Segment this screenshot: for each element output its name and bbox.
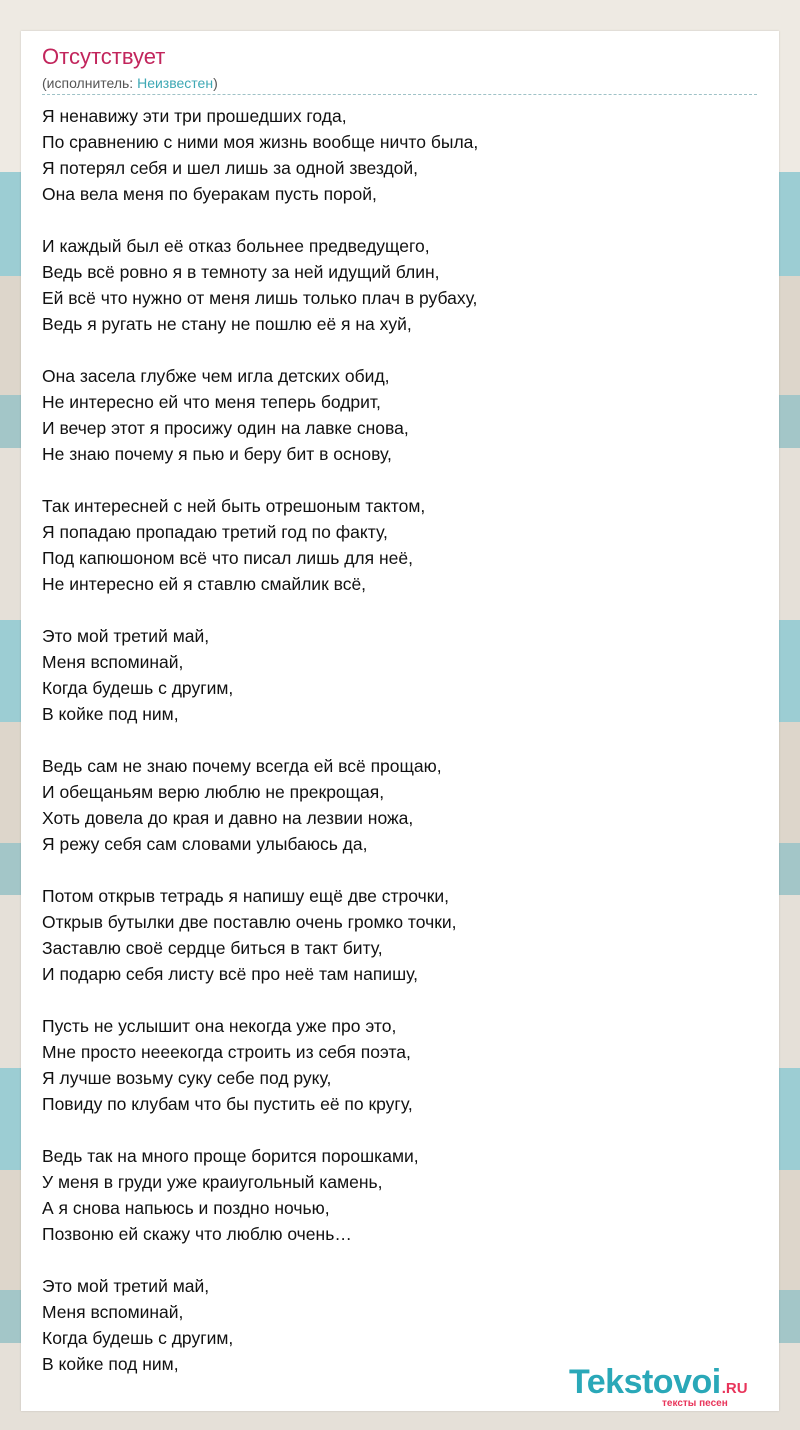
site-logo[interactable] bbox=[569, 1364, 769, 1408]
lyric-line: Под капюшоном всё что писал лишь для неё, bbox=[42, 548, 413, 568]
lyric-line: Позвоню ей скажу что люблю очень… bbox=[42, 1224, 352, 1244]
lyric-line: Это мой третий май, bbox=[42, 1276, 210, 1296]
lyric-line: Она вела меня по буеракам пусть порой, bbox=[42, 184, 377, 204]
lyric-line: Она засела глубже чем игла детских обид, bbox=[42, 366, 390, 386]
lyric-line: И каждый был её отказ больнее предведущего, bbox=[42, 236, 430, 256]
lyric-line: Хоть довела до края и давно на лезвии ножа, bbox=[42, 808, 414, 828]
lyrics-stanza bbox=[42, 883, 757, 987]
lyric-line: В койке под ним, bbox=[42, 704, 179, 724]
lyric-line: Ведь так на много проще борится порошками, bbox=[42, 1146, 419, 1166]
lyric-line: Ведь я ругать не стану не пошлю её я на хуй, bbox=[42, 314, 412, 334]
lyric-line: Заставлю своё сердце биться в такт биту, bbox=[42, 938, 383, 958]
lyric-line: Ей всё что нужно от меня лишь только плач в рубаху, bbox=[42, 288, 478, 308]
performer-line bbox=[42, 74, 757, 95]
lyric-line: Когда будешь с другим, bbox=[42, 1328, 234, 1348]
lyric-line: Меня вспоминай, bbox=[42, 652, 184, 672]
lyrics-stanza bbox=[42, 103, 757, 207]
lyric-line: Ведь сам не знаю почему всегда ей всё прощаю, bbox=[42, 756, 442, 776]
lyrics-card bbox=[21, 31, 779, 1411]
lyric-line: А я снова напьюсь и поздно ночью, bbox=[42, 1198, 330, 1218]
lyric-line: По сравнению с ними моя жизнь вообще ничто была, bbox=[42, 132, 479, 152]
lyric-line: И обещаньям верю люблю не прекрощая, bbox=[42, 782, 385, 802]
lyrics-stanza bbox=[42, 1013, 757, 1117]
lyric-line: В койке под ним, bbox=[42, 1354, 179, 1374]
lyrics-text bbox=[42, 103, 757, 1377]
lyric-line: Я лучше возьму суку себе под руку, bbox=[42, 1068, 332, 1088]
lyric-line: Так интересней с ней быть отрешоным тактом, bbox=[42, 496, 426, 516]
lyrics-stanza bbox=[42, 753, 757, 857]
performer-link[interactable]: Неизвестен bbox=[137, 75, 214, 91]
lyric-line: Это мой третий май, bbox=[42, 626, 210, 646]
lyric-line: И вечер этот я просижу один на лавке снова, bbox=[42, 418, 409, 438]
lyric-line: Не интересно ей что меня теперь бодрит, bbox=[42, 392, 381, 412]
lyrics-stanza bbox=[42, 623, 757, 727]
lyric-line: Пусть не услышит она некогда уже про это, bbox=[42, 1016, 397, 1036]
lyrics-stanza bbox=[42, 1143, 757, 1247]
lyric-line: Меня вспоминай, bbox=[42, 1302, 184, 1322]
song-title: Отсутствует bbox=[42, 44, 166, 69]
lyric-line: Потом открыв тетрадь я напишу ещё две строчки, bbox=[42, 886, 450, 906]
lyrics-stanza bbox=[42, 233, 757, 337]
lyric-line: Повиду по клубам что бы пустить её по кругу, bbox=[42, 1094, 413, 1114]
lyric-line: Ведь всё ровно я в темноту за ней идущий блин, bbox=[42, 262, 440, 282]
lyric-line: Я потерял себя и шел лишь за одной звездой, bbox=[42, 158, 419, 178]
lyric-line: Не интересно ей я ставлю смайлик всё, bbox=[42, 574, 367, 594]
lyric-line: Я ненавижу эти три прошедших года, bbox=[42, 106, 347, 126]
lyric-line: И подарю себя листу всё про неё там напишу, bbox=[42, 964, 418, 984]
logo-name: Tekstovoi bbox=[569, 1363, 721, 1401]
performer-prefix: (исполнитель: bbox=[42, 75, 138, 91]
lyrics-stanza bbox=[42, 1273, 757, 1377]
lyric-line: Открыв бутылки две поставлю очень громко точки, bbox=[42, 912, 457, 932]
logo-tagline: тексты песен bbox=[662, 1398, 728, 1409]
lyrics-stanza bbox=[42, 493, 757, 597]
lyric-line: Не знаю почему я пью и беру бит в основу, bbox=[42, 444, 392, 464]
lyric-line: Когда будешь с другим, bbox=[42, 678, 234, 698]
lyric-line: У меня в груди уже краиугольный камень, bbox=[42, 1172, 383, 1192]
lyrics-stanza bbox=[42, 363, 757, 467]
logo-suffix: .RU bbox=[721, 1380, 748, 1397]
performer-suffix: ) bbox=[213, 75, 218, 91]
lyric-line: Я попадаю пропадаю третий год по факту, bbox=[42, 522, 388, 542]
lyric-line: Я режу себя сам словами улыбаюсь да, bbox=[42, 834, 368, 854]
lyric-line: Мне просто нееекогда строить из себя поэта, bbox=[42, 1042, 411, 1062]
